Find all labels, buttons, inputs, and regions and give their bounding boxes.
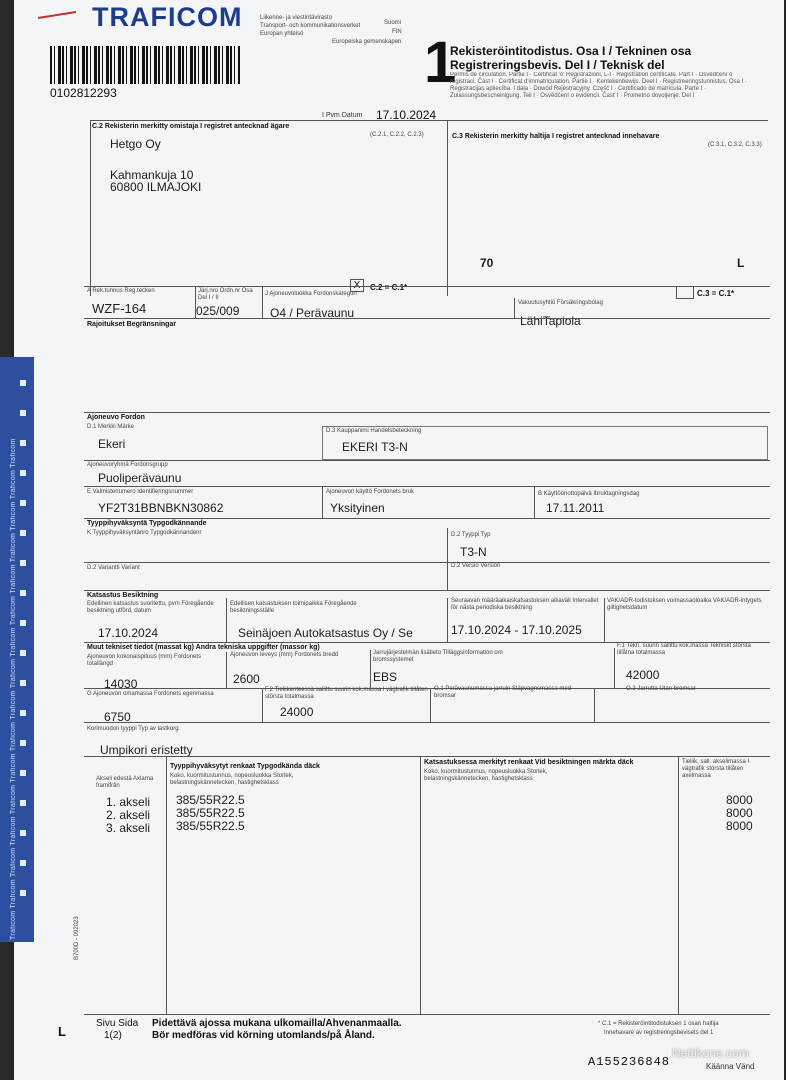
holder-code: 70 [480,256,494,270]
divider [84,756,770,757]
footnote-1: * C.1 = Rekisteröintitodistuksen 1 osan haltija [598,1021,719,1027]
use-label: Ajoneuvon käyttö Fordonets bruk [326,489,415,495]
axle-mass-1: 8000 [726,793,753,807]
variant-label: D.2 Variantti Variant [87,565,140,571]
insurer-label: Vakuutusyhtiö Försäkringsbolag [518,300,603,306]
agency-fi: Liikenne- ja viestintävirasto [260,15,333,21]
owner-street: Kahmankuja 10 [110,168,194,182]
part-number: 1 [424,30,457,95]
holder-c1-checkbox [676,286,694,299]
barcode [50,46,240,84]
plate-label: A Rek.tunnus Reg.tecken [87,288,155,294]
divider [262,688,263,722]
divider [534,486,535,518]
firstuse-label: B Käyttöönottopäivä Ibruktagningsdag [538,491,640,497]
divider [90,120,768,121]
tire-2: 385/55R22.5 [176,806,245,820]
own-value: 6750 [104,710,131,724]
make-value: Ekeri [98,437,126,451]
body-value: Umpikori eristetty [100,743,193,757]
jarj-value: 025/009 [196,304,240,318]
insp-tires-label: Katsastuksessa merkityt renkaat Vid besiktningen märkta däck [424,759,634,766]
owner-label: C.2 Rekisterin merkitty omistaja I registret antecknad ägare [92,123,290,130]
length-value: 14030 [104,677,138,691]
page-label: Sivu Sida [96,1018,139,1029]
agency-en: Europan yhteisö [260,31,304,37]
divider [594,688,595,722]
agency-en2: Europeiska gemenskapen [332,39,402,45]
f2-value: 24000 [280,705,314,719]
divider [84,486,770,487]
d2-label: D.2 Tyyppi Typ [451,532,491,538]
make-label: D.1 Merkki Märke [87,424,135,430]
divider [84,722,770,723]
own-label: G Ajoneuvon omamassa Fordonets egenmassa [87,691,214,697]
vehicle-section: Ajoneuvo Fordon [87,414,145,421]
next-label: Seuraavan määräaikaiskatsastuksen aikaväli Intervallet för nästa periodiska besiktning [451,598,599,611]
divider [84,590,770,591]
carry-notice-fi: Pidettävä ajossa mukana ulkomailla/Ahvenanmaalla. [152,1018,402,1029]
mass-label: Tieliik. sall. akselimassa I vägtrafik största tillåten axelmassa [682,759,750,779]
date-label: I Pvm Datum [322,112,363,119]
trade-label: D.3 Kauppanimi Handelsbeteckning [326,428,422,434]
prev-value: 17.10.2024 [98,626,159,640]
security-strip-text: Traficom Traficom Traficom Traficom Traficom Traficom Traficom Traficom Traficom Traficom Traficom Traficom Traficom Traficom Traficom Traficom [10,438,17,940]
agency-sv: Transport- och kommunikationsverket [260,23,361,29]
trade-value: EKERI T3-N [342,440,408,454]
divider [84,286,770,287]
vin-label: E Valmistenumero Identifieringsnummer [87,489,194,495]
divider [614,648,615,688]
brake-label: Jarrujärjestelmän lisätieto Tilläggsinformation om bromssystemet [373,650,503,663]
divider [262,286,263,318]
barcode-number: 0102812293 [50,86,117,100]
footnote-2: Innehavare av registreringsbevisets del 1 [604,1030,714,1036]
brake-value: EBS [373,670,398,684]
divider [370,650,371,688]
tire-3: 385/55R22.5 [176,819,245,833]
type-tires-sub: Koko, kuormitustunnus, nopeusluokka Storlek, belastningskännetecken, hastighetsklass [170,773,294,786]
divider [84,562,770,563]
f1-value: 42000 [626,668,660,682]
axle-mass-2: 8000 [726,806,753,820]
owner-name: Hetgo Oy [110,137,161,151]
width-label: Ajoneuvon leveys (mm) Fordonets bredd [230,652,339,658]
divider [166,756,167,1014]
title-fi: Rekisteröintitodistus. Osa I / Tekninen osa [450,44,692,58]
form-code: B700D - 092023 [74,916,80,960]
page-number: 1(2) [104,1030,122,1041]
divider [84,318,770,319]
use-value: Yksityinen [330,501,385,515]
axle-2: 2. akseli [106,808,151,822]
divider [226,598,227,642]
length-label: Ajoneuvon kokonaispituus (mm) Fordonets totallängd [87,654,202,667]
turn-page: Käänna Vänd [706,1062,755,1071]
divider [322,486,323,518]
divider [84,1014,770,1015]
registration-certificate [14,0,784,1080]
width-value: 2600 [233,672,260,686]
red-mark-icon [36,8,80,22]
watermark: Nettikone.com [672,1046,749,1060]
version-label: D.2 Versio Version [451,563,501,569]
divider [447,598,448,642]
restrictions-label: Rajoitukset Begränsningar [87,321,177,328]
divider [447,120,448,296]
next-value: 17.10.2024 - 17.10.2025 [451,623,582,637]
country-fi: Suomi [384,20,402,26]
divider [447,528,448,590]
divider [430,688,431,722]
k-label: K Tyyppihyväksyntänro Typgodkännandenr [87,530,202,536]
security-strip-marks [20,380,26,920]
divider [90,120,91,296]
divider [604,598,605,642]
vak-label: VAK/ADR-todistuksen voimassaoloaika VAK/ADR-intygets giltighetsdatum [607,598,762,611]
traficom-logo: TRAFICOM [92,2,243,32]
f2-label: F.2 Tieliikenteessä sallittu suurin kok.massa I vägtrafik tillåten största totalmassa [265,687,428,700]
axle-3: 3. akseli [106,821,151,835]
d2-value: T3-N [460,545,487,559]
jarj-label: Järj.nro Ordn.nr Osa Del I / II [198,288,253,301]
insurer-value: LähiTapiola [520,314,581,328]
owner-c1-checkbox: X [350,279,364,292]
footer-letter: L [58,1024,66,1039]
axle-label: Akseli edestä Axlarna framifrån [96,776,154,789]
holder-letter: L [737,256,745,270]
holder-label: C.3 Rekisterin merkitty haltija I registret antecknad innehavare [452,133,660,140]
serial-number: A155236848 [588,1055,671,1069]
vin-value: YF2T31BBNBKN30862 [98,501,224,515]
holder-c3c1: C.3 = C.1* [697,289,735,298]
firstuse-value: 17.11.2011 [546,501,605,515]
divider [420,756,421,1014]
inspection-section: Katsastus Besiktning [87,592,159,599]
place-value: Seinäjoen Autokatsastus Oy / Se [238,626,413,640]
type-section: Tyyppihyväksyntä Typgodkännande [87,520,207,527]
class-label: J Ajoneuvoluokka Fordonskategori [265,291,357,297]
divider [84,460,770,461]
prev-label: Edellinen katsastus suoritettu, pvm Föregående besiktning utförd, datum [87,601,214,614]
divider [226,652,227,688]
type-tires-label: Tyyppihyväksytyt renkaat Typgodkända däck [170,763,320,770]
plate-value: WZF-164 [92,301,147,316]
divider [84,412,770,413]
insp-tires-sub: Koko, kuormitustunnus, nopeusluokka Storlek, belastningskännetecken, hastighetsklass [424,769,548,782]
axle-1: 1. akseli [106,795,151,809]
owner-label-codes: (C.2.1, C.2.2, C.2.3) [370,132,424,138]
axle-mass-3: 8000 [726,819,753,833]
owner-c2c1: C.2 = C.1* [370,283,408,292]
class-value: O4 / Perävaunu [270,306,355,320]
place-label: Edellisen katsastuksen toimipaikka Föregående besiktningsställe [230,601,357,614]
carry-notice-sv: Bör medföras vid körning utomlands/på Åland. [152,1030,375,1041]
title-sv: Registreringsbevis. Del I / Teknisk del [450,58,665,72]
divider [514,298,515,318]
tech-section: Muut tekniset tiedot (massat kg) Andra tekniska uppgifter (massor kg) [87,644,320,651]
date-value: 17.10.2024 [376,108,437,122]
owner-postal: 60800 ILMAJOKI [110,180,202,194]
body-label: Korimuodon tyyppi Typ av lastkorg [87,726,179,732]
o1-label: O.1 Perävaunumassa jarruin Släpvagnsmassa med bromsar [434,686,572,699]
divider [84,518,770,519]
divider [678,756,679,1014]
group-label: Ajoneuvoryhmä Fordonsgrupp [87,462,168,468]
country-sv: FIN [392,29,402,35]
holder-label-codes: (C.3.1, C.3.2, C.3.3) [708,142,762,148]
o2-label: O.2 Jarrutta Utan bromsar [626,686,696,692]
f1-label: F.1 Tekn. suurin sallittu kok.massa Tekniskt största tillåtna totalmassa [617,643,751,656]
title-translations: Permis de circulation. Partie I · Certificat 'o' Registrazioni. L-I · Registration certificate. Part I · Osvědčení o registraci. Část I · Certificat d'immatriculation. Partie I · Kentekenbewijs. Deel I · Registreeringstunnistus. Osa I · Registracijas apliecība. I daļa · Dowód Rejestracyjny. Część I · Certificado de matrícula. Parte I · Zulassungsbescheinigung. Teil I · Osvědčení o evidencii. Časť I · Prometno dovoljenje. Del I [450,72,747,99]
tire-1: 385/55R22.5 [176,793,245,807]
group-value: Puoliperävaunu [98,471,182,485]
